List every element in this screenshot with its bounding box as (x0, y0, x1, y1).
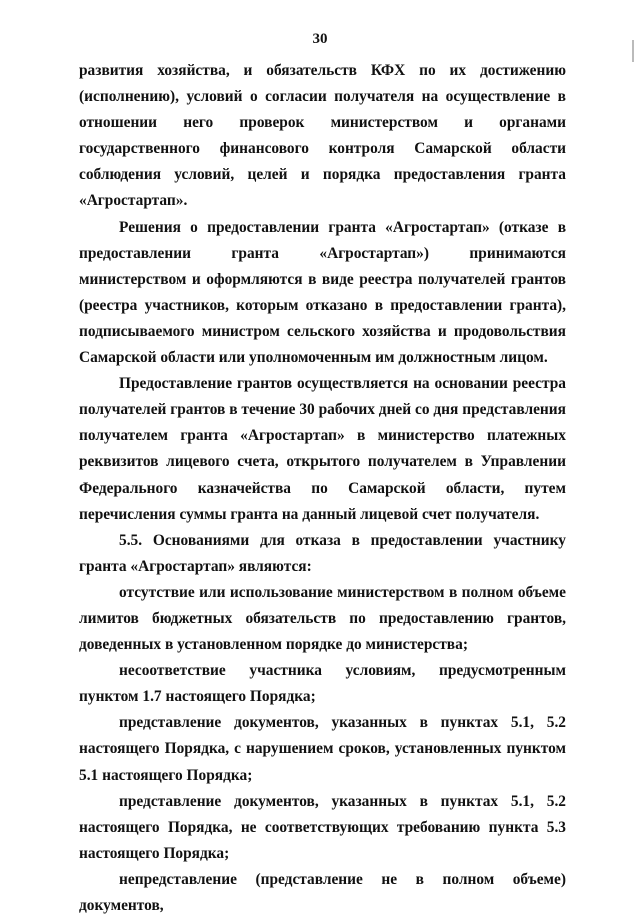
paragraph-refusal-nonsubmission: непредставление (представление не в полном объеме) документов, (79, 870, 566, 914)
scan-edge-mark (632, 40, 634, 62)
paragraph-grant-payment: Предоставление грантов осуществляется на основании реестра получателей грантов в течение 30 рабочих дней со дня представления получателем гранта «Агростартап» в министерство платежных реквизитов лицевого счета, открытого получателем в Управлении Федерального казначейства по Самарской области, путем перечисления суммы гранта на данный лицевой счет получателя. (79, 375, 566, 523)
paragraph-refusal-requirements: представление документов, указанных в пунктах 5.1, 5.2 настоящего Порядка, не соответствующих требованию пункта 5.3 настоящего Порядка; (79, 792, 566, 862)
paragraph-refusal-deadline: представление документов, указанных в пунктах 5.1, 5.2 настоящего Порядка, с нарушением сроков, установленных пунктом 5.1 настоящего Порядка; (79, 714, 566, 784)
document-body (79, 58, 566, 919)
paragraph-refusal-limits: отсутствие или использование министерством в полном объеме лимитов бюджетных обязательств по предоставлению грантов, доведенных в установленном порядке до министерства; (79, 583, 566, 654)
paragraph-refusal-grounds-heading: 5.5. Основаниями для отказа в предоставлении участнику гранта «Агростартап» являются: (79, 531, 566, 575)
paragraph-refusal-nonconformity: несоответствие участника условиям, предусмотренным пунктом 1.7 настоящего Порядка; (79, 662, 566, 706)
paragraph-grant-decisions: Решения о предоставлении гранта «Агростартап» (отказе в предоставлении гранта «Агростартап») принимаются министерством и оформляются в виде реестра получателей грантов (реестра участников, которым отказано в предоставлении гранта), подписываемого министром сельского хозяйства и продовольствия Самарской области или уполномоченным им должностным лицом. (79, 218, 566, 367)
page-number: 30 (312, 31, 328, 47)
paragraph-continuation: развития хозяйства, и обязательств КФХ по их достижению (исполнению), условий о согласии получателя на осуществление в отношении него проверок министерством и органами государственного финансового контроля Самарской области соблюдения условий, целей и порядка предоставления гранта «Агростартап». (79, 62, 566, 210)
